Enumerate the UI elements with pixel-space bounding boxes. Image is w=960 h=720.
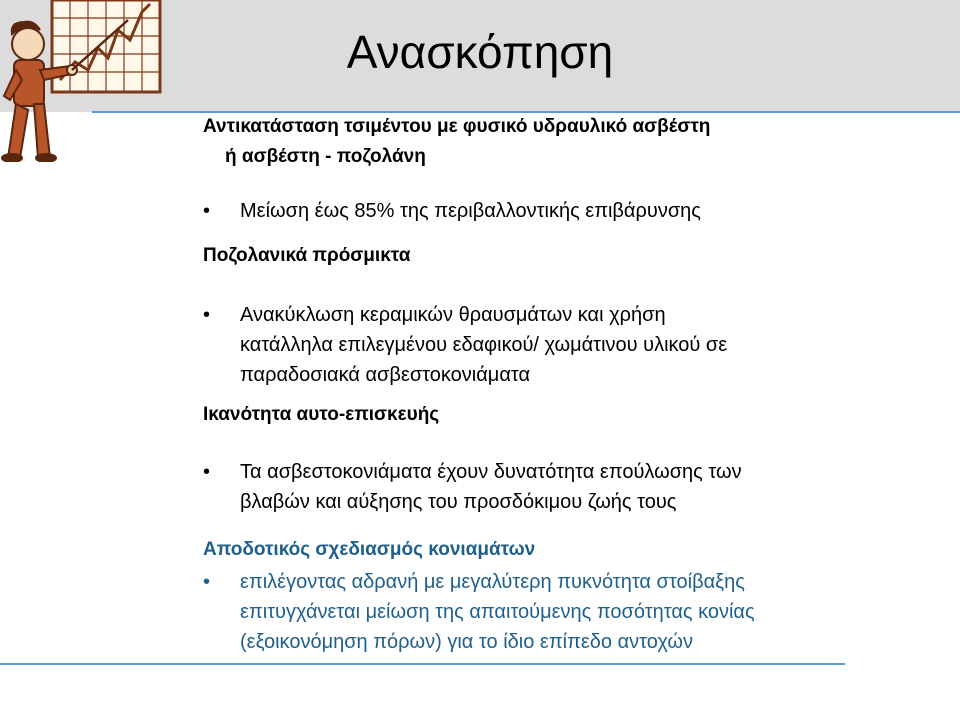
bullet-item <box>203 567 903 657</box>
slide-title: Ανασκόπηση <box>346 26 614 78</box>
section-heading <box>203 241 903 271</box>
bullet-dot: • <box>203 200 211 222</box>
bullet-line: επιτυγχάνεται μείωση της απαιτούμενης ποσότητας κονίας <box>240 601 755 623</box>
section-heading <box>203 535 903 565</box>
bullet-line: παραδοσιακά ασβεστοκονιάματα <box>240 364 531 386</box>
heading-line: Αντικατάσταση τσιμέντου με φυσικό υδραυλικό ασβέστη <box>203 116 711 137</box>
bullet-line: Τα ασβεστοκονιάματα έχουν δυνατότητα επούλωσης των <box>240 461 742 483</box>
section-heading <box>203 112 903 172</box>
section-heading <box>203 400 903 430</box>
bullet-line: (εξοικονόμηση πόρων) για το ίδιο επίπεδο αντοχών <box>240 631 693 653</box>
bullet-item <box>203 196 903 226</box>
bullet-dot: • <box>203 461 211 483</box>
bullet-item <box>203 300 903 390</box>
bullet-dot: • <box>203 571 211 593</box>
bullet-line: κατάλληλα επιλεγμένου εδαφικού/ χωμάτινου υλικού σε <box>240 334 728 356</box>
heading-line: Ποζολανικά πρόσμικτα <box>203 245 411 266</box>
heading-line: Ικανότητα αυτο-επισκευής <box>203 404 440 425</box>
bullet-line: επιλέγοντας αδρανή με μεγαλύτερη πυκνότητα στοίβαξης <box>240 571 745 593</box>
heading-line: Αποδοτικός σχεδιασμός κονιαμάτων <box>203 539 536 560</box>
heading-line: ή ασβέστη - ποζολάνη <box>225 146 426 167</box>
footer-divider-line <box>0 663 845 665</box>
bullet-line: Ανακύκλωση κεραμικών θραυσμάτων και χρήση <box>240 304 666 326</box>
bullet-item <box>203 457 903 517</box>
bullet-dot: • <box>203 304 211 326</box>
bullet-line: Μείωση έως 85% της περιβαλλοντικής επιβάρυνσης <box>240 200 701 222</box>
bullet-line: βλαβών και αύξησης του προσδόκιμου ζωής τους <box>240 491 677 513</box>
